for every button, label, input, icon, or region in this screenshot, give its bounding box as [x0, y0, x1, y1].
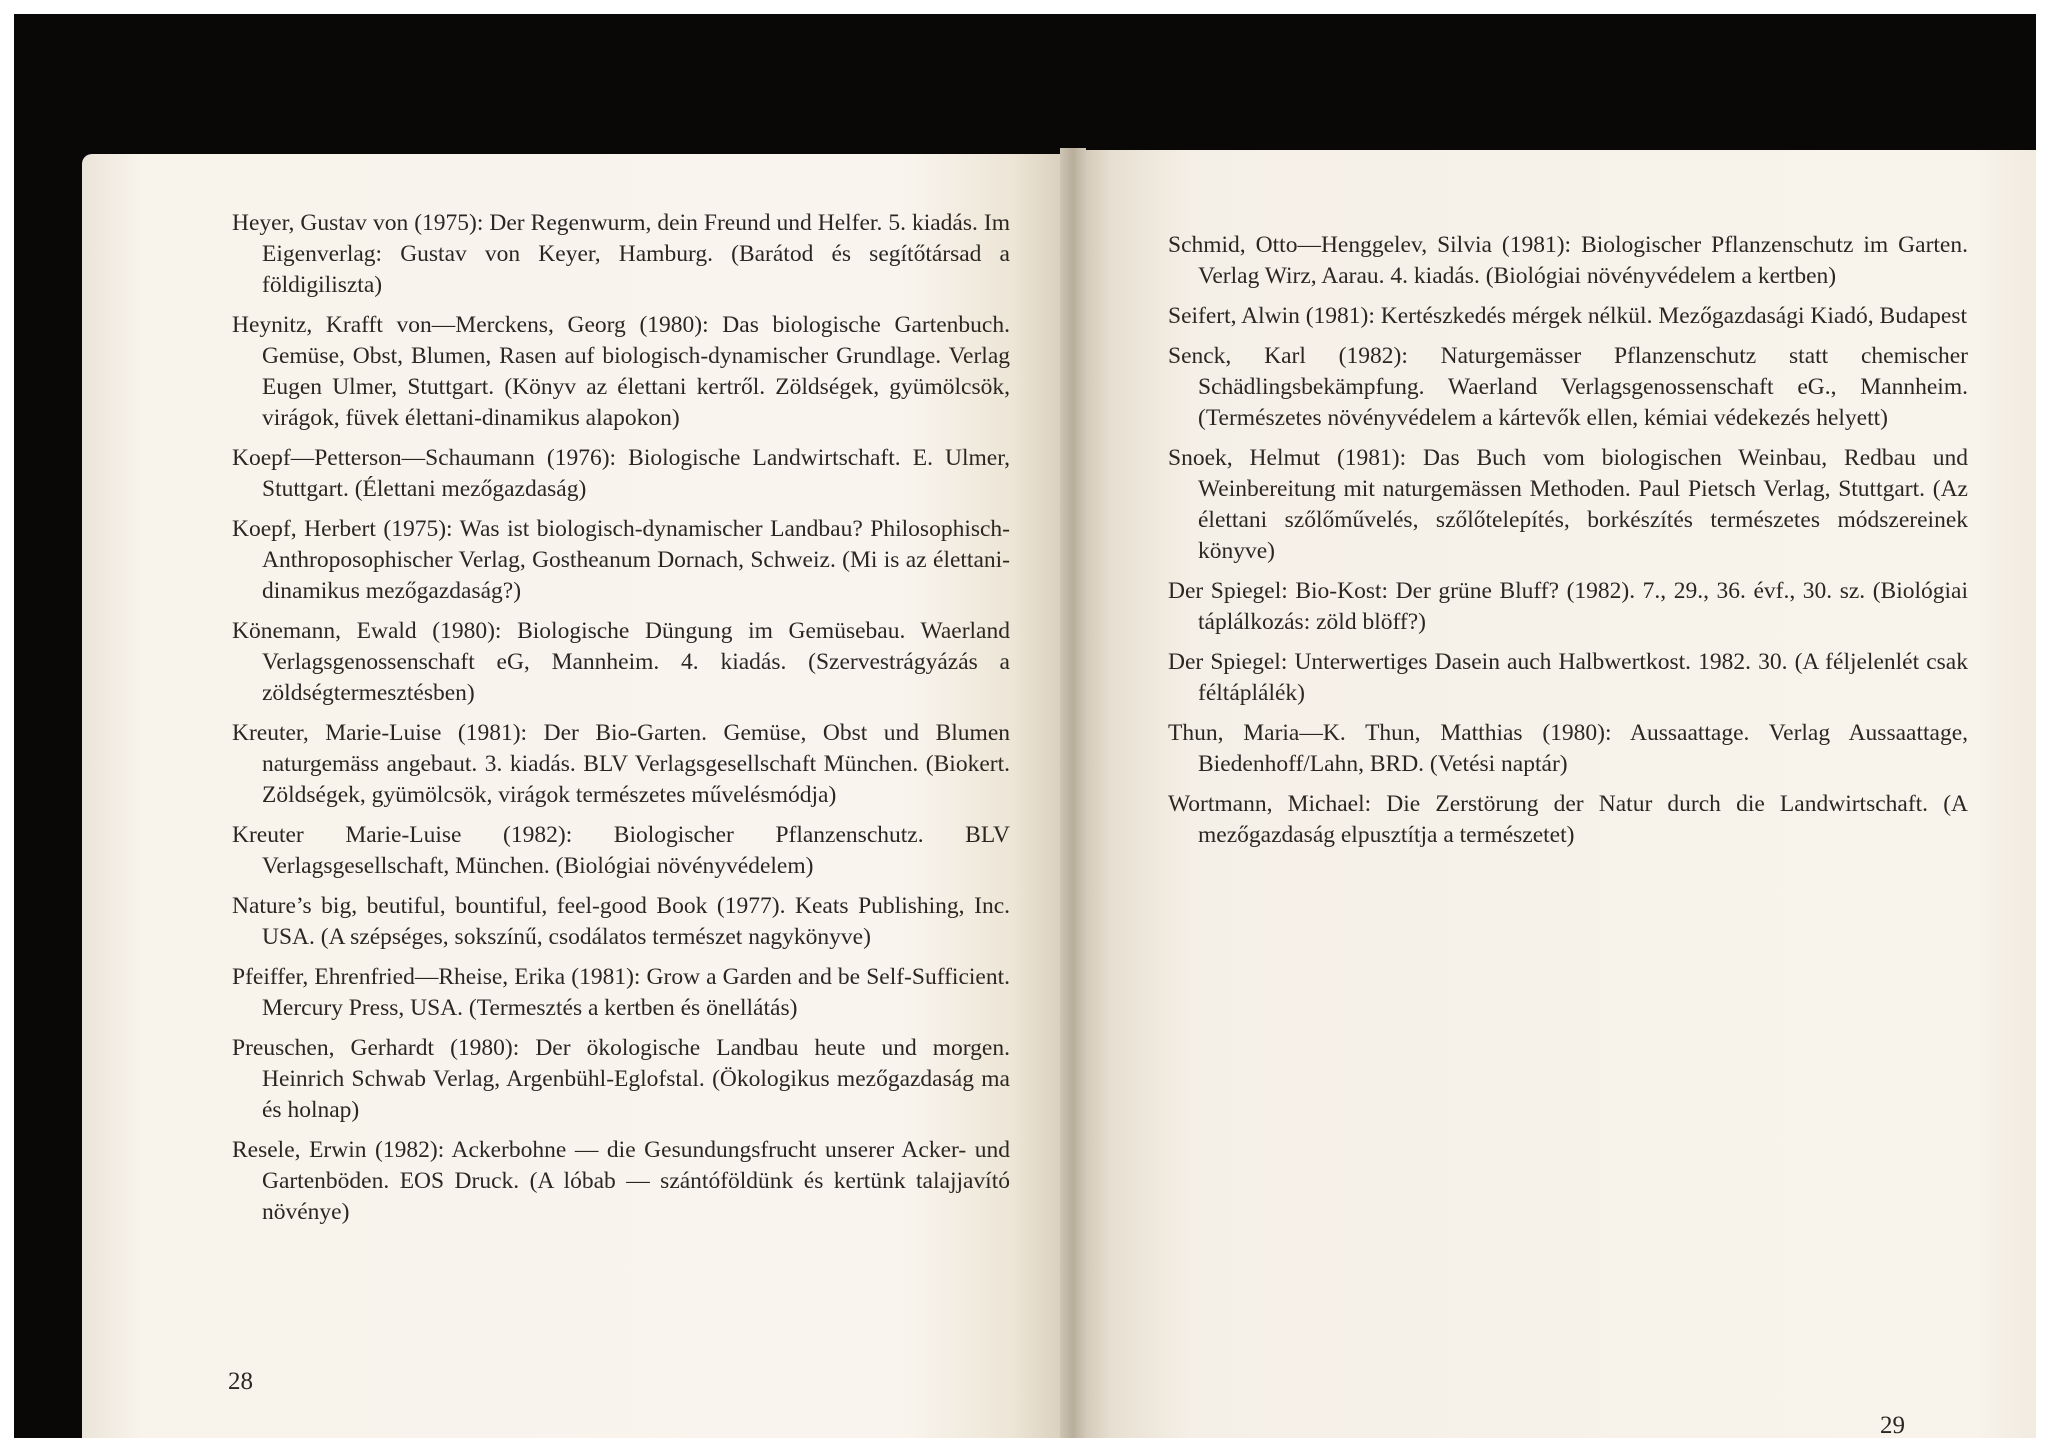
bibliography-entry: Preuschen, Gerhardt (1980): Der ökologische Landbau heute und morgen. Heinrich Schwab Verlag, Argenbühl-Eglofstal. (Ökologikus mezőgazdaság ma és holnap) — [232, 1035, 1010, 1123]
bibliography-list-right — [1168, 230, 1968, 860]
bibliography-entry: Heyer, Gustav von (1975): Der Regenwurm, dein Freund und Helfer. 5. kiadás. Im Eigenverlag: Gustav von Keyer, Hamburg. (Barátod és segítőtársad a földigiliszta) — [232, 210, 1010, 298]
left-page — [82, 154, 1072, 1438]
bibliography-entry: Schmid, Otto—Henggelev, Silvia (1981): Biologischer Pflanzenschutz im Garten. Verlag Wirz, Aarau. 4. kiadás. (Biológiai növényvédelem a kertben) — [1168, 232, 1968, 289]
bibliography-entry: Nature’s big, beutiful, bountiful, feel-good Book (1977). Keats Publishing, Inc. USA. (A szépséges, sokszínű, csodálatos természet nagykönyve) — [232, 893, 1010, 950]
bibliography-entry: Seifert, Alwin (1981): Kertészkedés mérgek nélkül. Mezőgazdasági Kiadó, Budapest — [1168, 303, 1967, 329]
bibliography-entry: Thun, Maria—K. Thun, Matthias (1980): Aussaattage. Verlag Aussaattage, Biedenhoff/Lahn, BRD. (Vetési naptár) — [1168, 720, 1968, 777]
bibliography-entry: Der Spiegel: Unterwertiges Dasein auch Halbwertkost. 1982. 30. (A féljelenlét csak féltáplálék) — [1168, 649, 1968, 706]
book-gutter — [1060, 148, 1086, 1438]
bibliography-entry: Koepf—Petterson—Schaumann (1976): Biologische Landwirtschaft. E. Ulmer, Stuttgart. (Élettani mezőgazdaság) — [232, 445, 1010, 502]
bibliography-entry: Pfeiffer, Ehrenfried—Rheise, Erika (1981): Grow a Garden and be Self-Sufficient. Mercury Press, USA. (Termesztés a kertben és önellátás) — [232, 964, 1010, 1021]
bibliography-entry: Snoek, Helmut (1981): Das Buch vom biologischen Weinbau, Redbau und Weinbereitung mit naturgemässen Methoden. Paul Pietsch Verlag, Stuttgart. (Az élettani szőlőművelés, szőlőtelepítés, borkészítés természetes módszereinek könyve) — [1168, 445, 1968, 564]
bibliography-entry: Könemann, Ewald (1980): Biologische Düngung im Gemüsebau. Waerland Verlagsgenossenschaft eG, Mannheim. 4. kiadás. (Szervestrágyázás a zöldségtermesztésben) — [232, 618, 1010, 706]
bibliography-list-left — [232, 208, 1010, 1237]
bibliography-entry: Wortmann, Michael: Die Zerstörung der Natur durch die Landwirtschaft. (A mezőgazdaság elpusztítja a természetet) — [1168, 791, 1968, 848]
page-number-left: 28 — [228, 1368, 253, 1395]
bibliography-entry: Senck, Karl (1982): Naturgemässer Pflanzenschutz statt chemischer Schädlingsbekämpfung. Waerland Verlagsgenossenschaft eG., Mannheim. (Természetes növényvédelem a kártevők ellen, kémiai védekezés helyett) — [1168, 343, 1968, 431]
bibliography-entry: Heynitz, Krafft von—Merckens, Georg (1980): Das biologische Gartenbuch. Gemüse, Obst, Blumen, Rasen auf biologisch-dynamischer Grundlage. Verlag Eugen Ulmer, Stuttgart. (Könyv az élettani kertről. Zöldségek, gyümölcsök, virágok, füvek élettani-dinamikus alapokon) — [232, 312, 1010, 431]
bibliography-entry: Resele, Erwin (1982): Ackerbohne — die Gesundungsfrucht unserer Acker- und Gartenböden. EOS Druck. (A lóbab — szántóföldünk és kertünk talajjavító növénye) — [232, 1137, 1010, 1225]
bibliography-entry: Koepf, Herbert (1975): Was ist biologisch-dynamischer Landbau? Philosophisch-Anthroposophischer Verlag, Gostheanum Dornach, Schweiz. (Mi is az élettani-dinamikus mezőgazdaság?) — [232, 516, 1010, 604]
right-page — [1072, 150, 2036, 1438]
bibliography-entry: Der Spiegel: Bio-Kost: Der grüne Bluff? (1982). 7., 29., 36. évf., 30. sz. (Biológiai táplálkozás: zöld blöff?) — [1168, 578, 1968, 635]
bibliography-entry: Kreuter Marie-Luise (1982): Biologischer Pflanzenschutz. BLV Verlagsgesellschaft, München. (Biológiai növényvédelem) — [232, 822, 1010, 879]
page-number-right: 29 — [1880, 1412, 1905, 1438]
bibliography-entry: Kreuter, Marie-Luise (1981): Der Bio-Garten. Gemüse, Obst und Blumen naturgemäss angebaut. 3. kiadás. BLV Verlagsgesellschaft München. (Biokert. Zöldségek, gyümölcsök, virágok természetes művelésmódja) — [232, 720, 1010, 808]
